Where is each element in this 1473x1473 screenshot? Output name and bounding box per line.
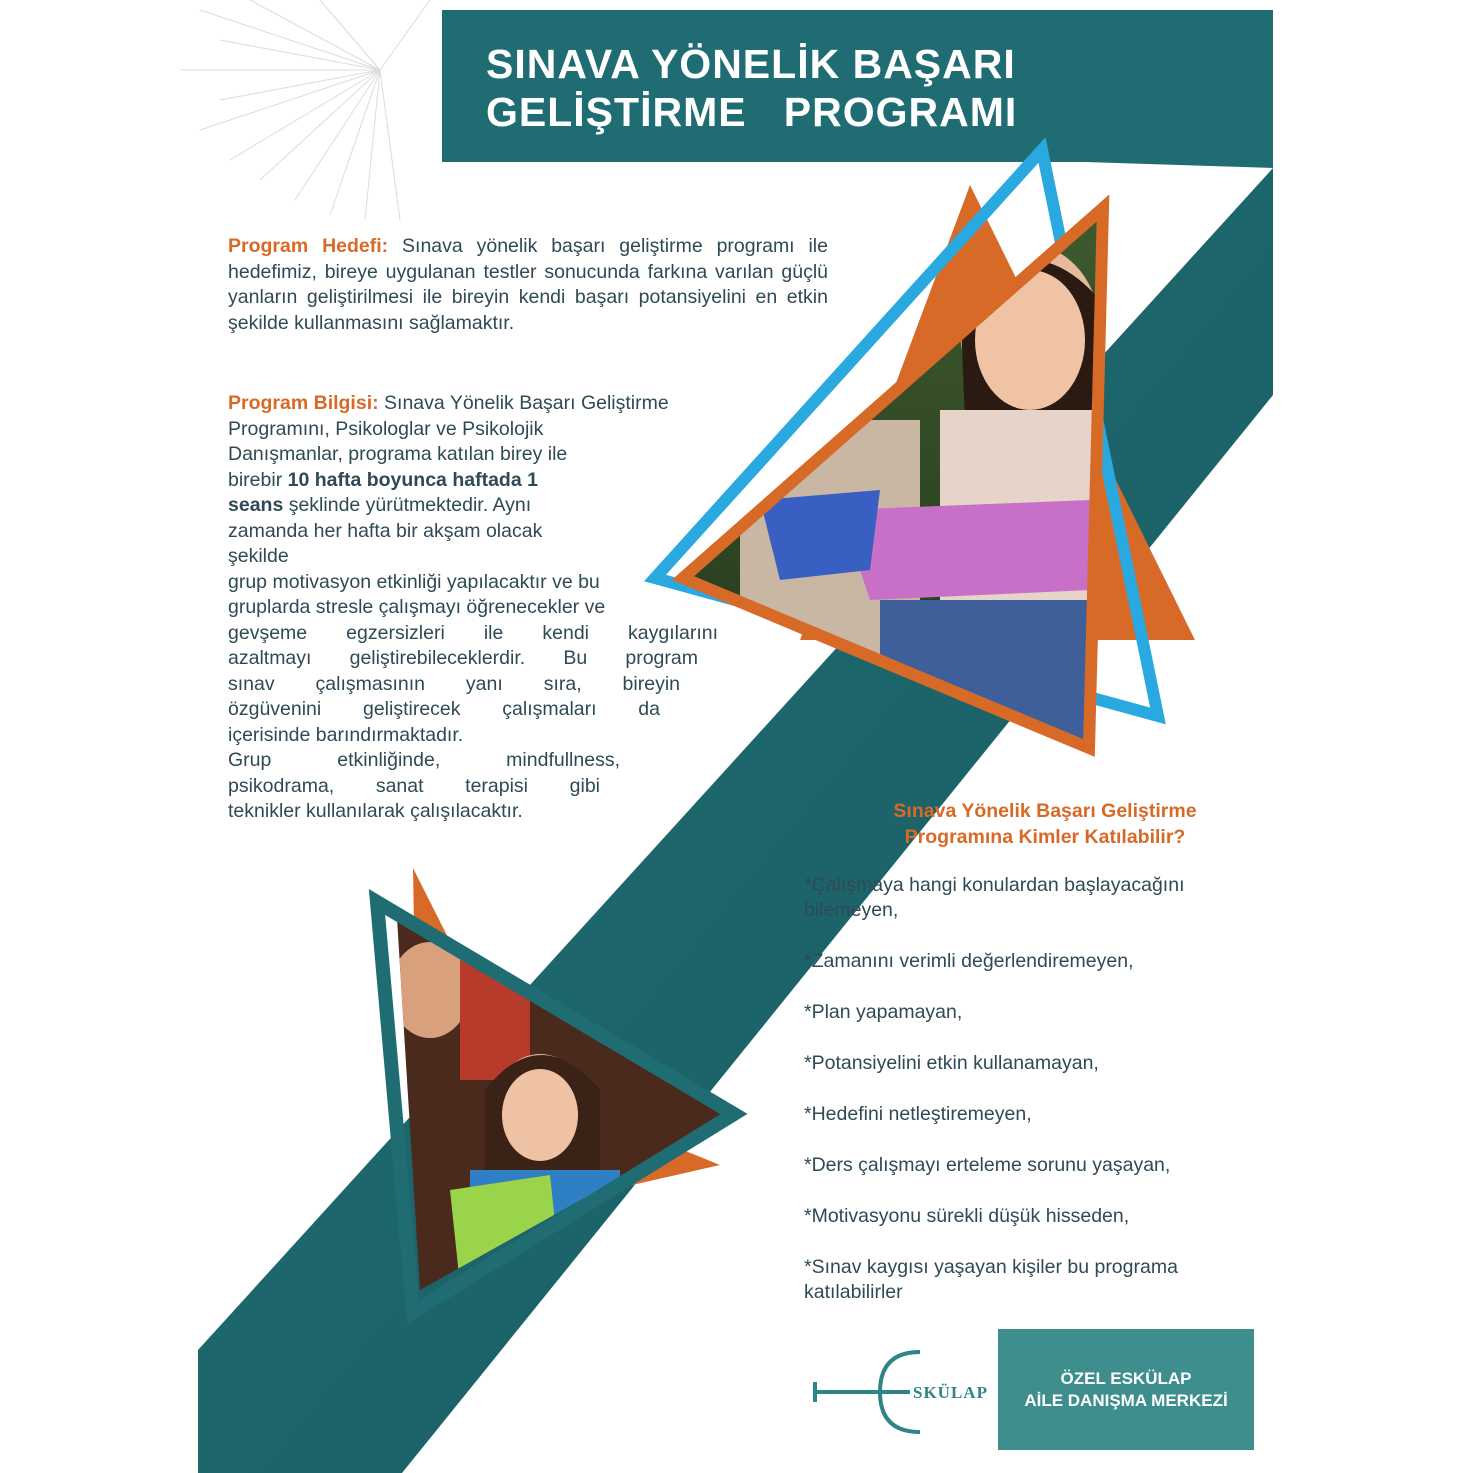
bilgisi-line: şekilde xyxy=(228,545,289,567)
who-can-join-list xyxy=(804,873,1274,1331)
bilgisi-line: içerisinde barındırmaktadır. xyxy=(228,723,464,746)
bilgisi-line: Sınava Yönelik Başarı Geliştirme xyxy=(378,392,669,414)
title-line-1: SINAVA YÖNELİK BAŞARI xyxy=(486,41,1016,87)
bilgisi-line: gruplarda stresle çalışmayı öğrenecekler ve xyxy=(228,596,606,618)
bilgisi-line: Programını, Psikologlar ve Psikolojik xyxy=(228,417,544,440)
bilgisi-line: özgüvenini geliştirecek çalışmaları da xyxy=(228,698,660,720)
title-line-2: GELİŞTİRME PROGRAMI xyxy=(486,89,1018,135)
bilgisi-line: gevşeme egzersizleri ile kendi kaygılarını xyxy=(228,621,718,644)
bilgisi-line: zamanda her hafta bir akşam olacak xyxy=(228,519,543,542)
bilgisi-line: sınav çalışmasının yanı sıra, bireyin xyxy=(228,672,680,695)
bilgisi-bold: 10 hafta boyunca haftada 1 xyxy=(287,468,538,491)
program-hedefi-text: Sınava yönelik başarı geliştirme programı ile hedefimiz, bireye uygulanan testler sonucunda farkına varılan güçlü yanların geliştirilmesi ile bireyin kendi başarı potansiyelini en etkin şekilde kullanmasını sağlamaktır. xyxy=(228,235,828,334)
list-item: *Hedefini netleştiremeyen, xyxy=(804,1103,1032,1125)
org-name-line-1: ÖZEL ESKÜLAP xyxy=(1060,1368,1192,1388)
list-item: *Sınav kaygısı yaşayan kişiler bu programa katılabilirler xyxy=(804,1256,1178,1303)
bilgisi-line: azaltmayı geliştirebileceklerdir. Bu program xyxy=(228,647,698,669)
eskulap-logo-icon xyxy=(815,1352,920,1432)
bilgisi-line: birebir xyxy=(228,468,288,491)
program-hedefi-label: Program Hedefi: xyxy=(228,235,389,257)
sunburst-rays xyxy=(180,0,430,220)
bilgisi-line: grup motivasyon etkinliği yapılacaktır ve bu xyxy=(228,570,600,593)
list-item: *Çalışmaya hangi konulardan başlayacağını bilemeyen, xyxy=(804,874,1185,921)
logo-text: SKÜLAP xyxy=(913,1383,988,1402)
list-item: *Zamanını verimli değerlendiremeyen, xyxy=(804,950,1134,972)
bilgisi-line: şeklinde yürütmektedir. Aynı xyxy=(283,494,532,516)
program-bilgisi-paragraph xyxy=(228,391,748,825)
list-item: *Plan yapamayan, xyxy=(804,1001,963,1023)
who-title-line-1: Sınava Yönelik Başarı Geliştirme xyxy=(893,800,1197,822)
who-can-join-title xyxy=(850,798,1240,850)
list-item: *Ders çalışmayı erteleme sorunu yaşayan, xyxy=(804,1154,1171,1176)
who-title-line-2: Programına Kimler Katılabilir? xyxy=(904,826,1186,848)
list-item: *Motivasyonu sürekli düşük hisseden, xyxy=(804,1205,1130,1227)
organization-name-box xyxy=(998,1329,1254,1450)
bilgisi-line: teknikler kullanılarak çalışılacaktır. xyxy=(228,800,523,822)
list-item: *Potansiyelini etkin kullanamayan, xyxy=(804,1052,1099,1074)
bilgisi-bold: seans xyxy=(228,494,284,516)
program-bilgisi-label: Program Bilgisi: xyxy=(228,392,379,414)
org-name-line-2: AİLE DANIŞMA MERKEZİ xyxy=(1024,1390,1228,1410)
bilgisi-line: Danışmanlar, programa katılan birey ile xyxy=(228,443,568,465)
bilgisi-line: Grup etkinliğinde, mindfullness, xyxy=(228,749,620,771)
program-hedefi-paragraph xyxy=(228,234,828,336)
page-title xyxy=(486,40,1086,136)
bilgisi-line: psikodrama, sanat terapisi gibi xyxy=(228,774,600,797)
